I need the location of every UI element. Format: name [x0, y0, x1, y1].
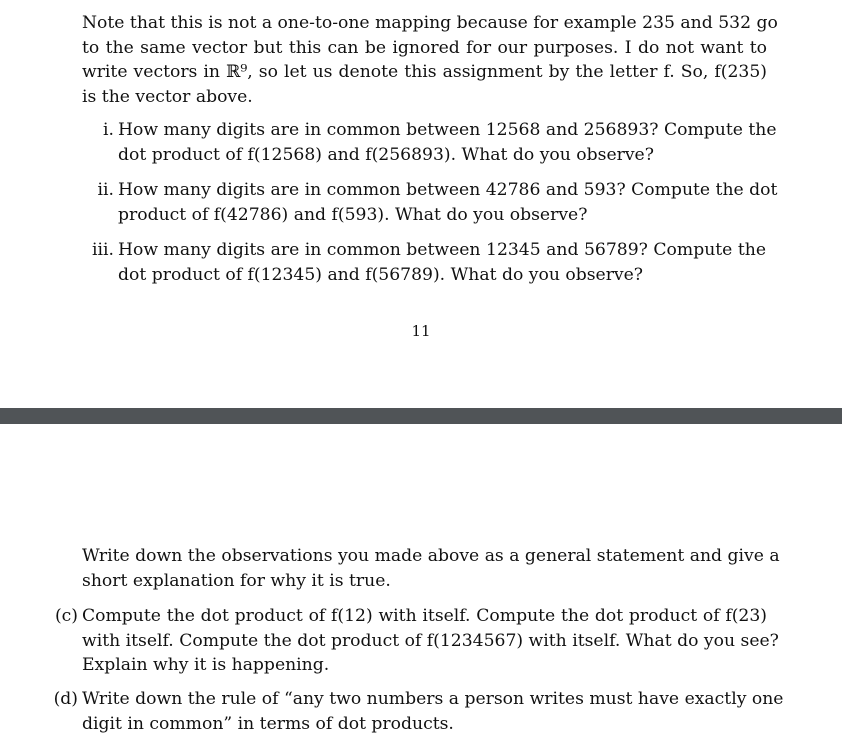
page-separator: [0, 408, 842, 424]
text-line: Explain why it is happening.: [82, 655, 330, 675]
text-line: How many digits are in common between 12345 and 56789? Compute the: [118, 240, 766, 260]
item-label: i.: [103, 120, 114, 140]
text-line: Write down the observations you made above as a general statement and give a: [82, 546, 780, 566]
item-label: (c): [54, 606, 78, 626]
text-line: Note that this is not a one-to-one mapping because for example 235 and 532 go: [82, 13, 778, 33]
item-label: ii.: [97, 180, 114, 200]
item-label: (d): [53, 689, 78, 709]
item-label: iii.: [92, 240, 114, 260]
text-line: Write down the rule of “any two numbers a person writes must have exactly one: [82, 689, 784, 709]
text-line: digit in common” in terms of dot products.: [82, 713, 454, 734]
text-line: dot product of f(12345) and f(56789). What do you observe?: [118, 264, 644, 285]
text-line: How many digits are in common between 12568 and 256893? Compute the: [118, 120, 777, 140]
continuation-paragraph: [82, 544, 780, 593]
text-line: Compute the dot product of f(12) with itself. Compute the dot product of f(23): [82, 606, 767, 626]
page-bottom: [0, 424, 842, 740]
text-line: product of f(42786) and f(593). What do you observe?: [118, 204, 588, 225]
text-line: write vectors in ℝ⁹, so let us denote this assignment by the letter f. So, f(235): [82, 62, 767, 82]
text-line: to the same vector but this can be ignored for our purposes. I do not want to: [82, 37, 767, 58]
text-line: is the vector above.: [82, 86, 253, 107]
text-line: dot product of f(12568) and f(256893). What do you observe?: [118, 144, 654, 165]
text-line: short explanation for why it is true.: [82, 570, 391, 591]
text-line: How many digits are in common between 42786 and 593? Compute the dot: [118, 180, 778, 200]
intro-paragraph: [82, 11, 778, 109]
text-line: with itself. Compute the dot product of f(1234567) with itself. What do you see?: [82, 630, 779, 651]
page-number: 11: [411, 322, 431, 340]
